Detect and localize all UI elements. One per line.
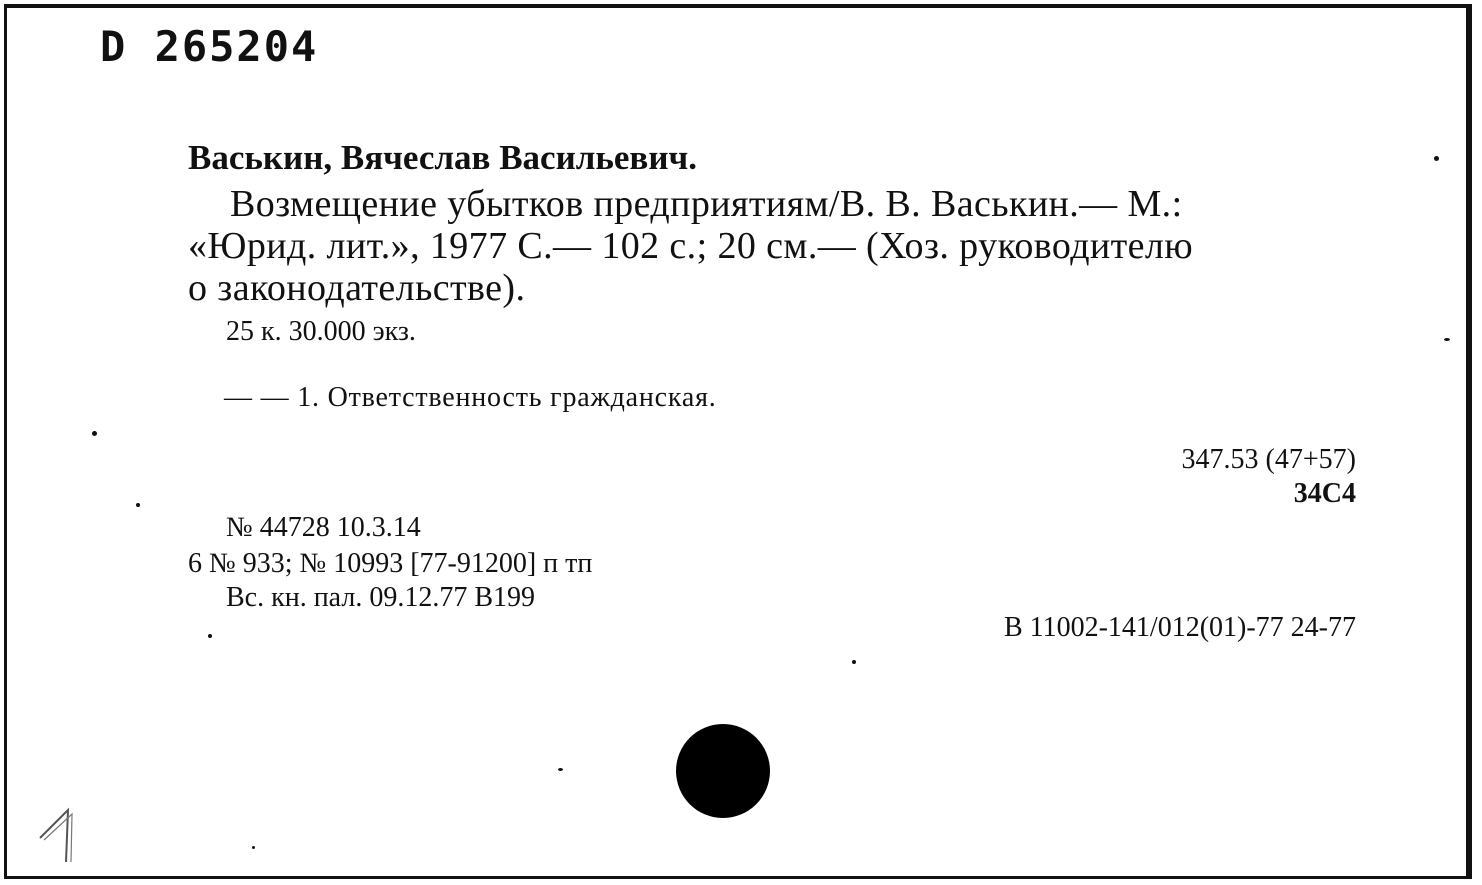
record-line-chamber: Вс. кн. пал. 09.12.77 В199	[226, 582, 535, 613]
author-heading: Васькин, Вячеслав Васильевич.	[188, 138, 697, 177]
record-line-orders: 6 № 933; № 10993 [77-91200] п тп	[188, 548, 593, 579]
record-line-accession: № 44728 10.3.14	[226, 512, 421, 543]
punch-hole	[676, 724, 770, 818]
call-number: D 265204	[100, 22, 319, 71]
catalog-code: В 11002-141/012(01)-77 24-77	[1003, 612, 1356, 643]
description-line-imprint: «Юрид. лит.», 1977 С.— 102 с.; 20 см.— (Хоз. руководителю	[188, 225, 1194, 267]
speck	[852, 660, 856, 664]
price-copies: 25 к. 30.000 экз.	[226, 316, 416, 347]
speck	[1434, 156, 1439, 161]
speck	[208, 634, 212, 638]
handwritten-mark	[36, 804, 86, 864]
speck	[558, 768, 563, 771]
speck	[252, 846, 255, 849]
speck	[92, 431, 97, 436]
speck	[136, 503, 140, 507]
description-line-title: Возмещение убытков предприятиям/В. В. Васькин.— М.:	[230, 183, 1183, 225]
description-line-series: о законодательстве).	[188, 267, 526, 309]
subject-heading: — — 1. Ответственность гражданская.	[224, 382, 717, 413]
classification-number: 347.53 (47+57)	[1181, 444, 1356, 475]
author-mark: 34С4	[1293, 478, 1356, 509]
speck	[1444, 338, 1450, 341]
